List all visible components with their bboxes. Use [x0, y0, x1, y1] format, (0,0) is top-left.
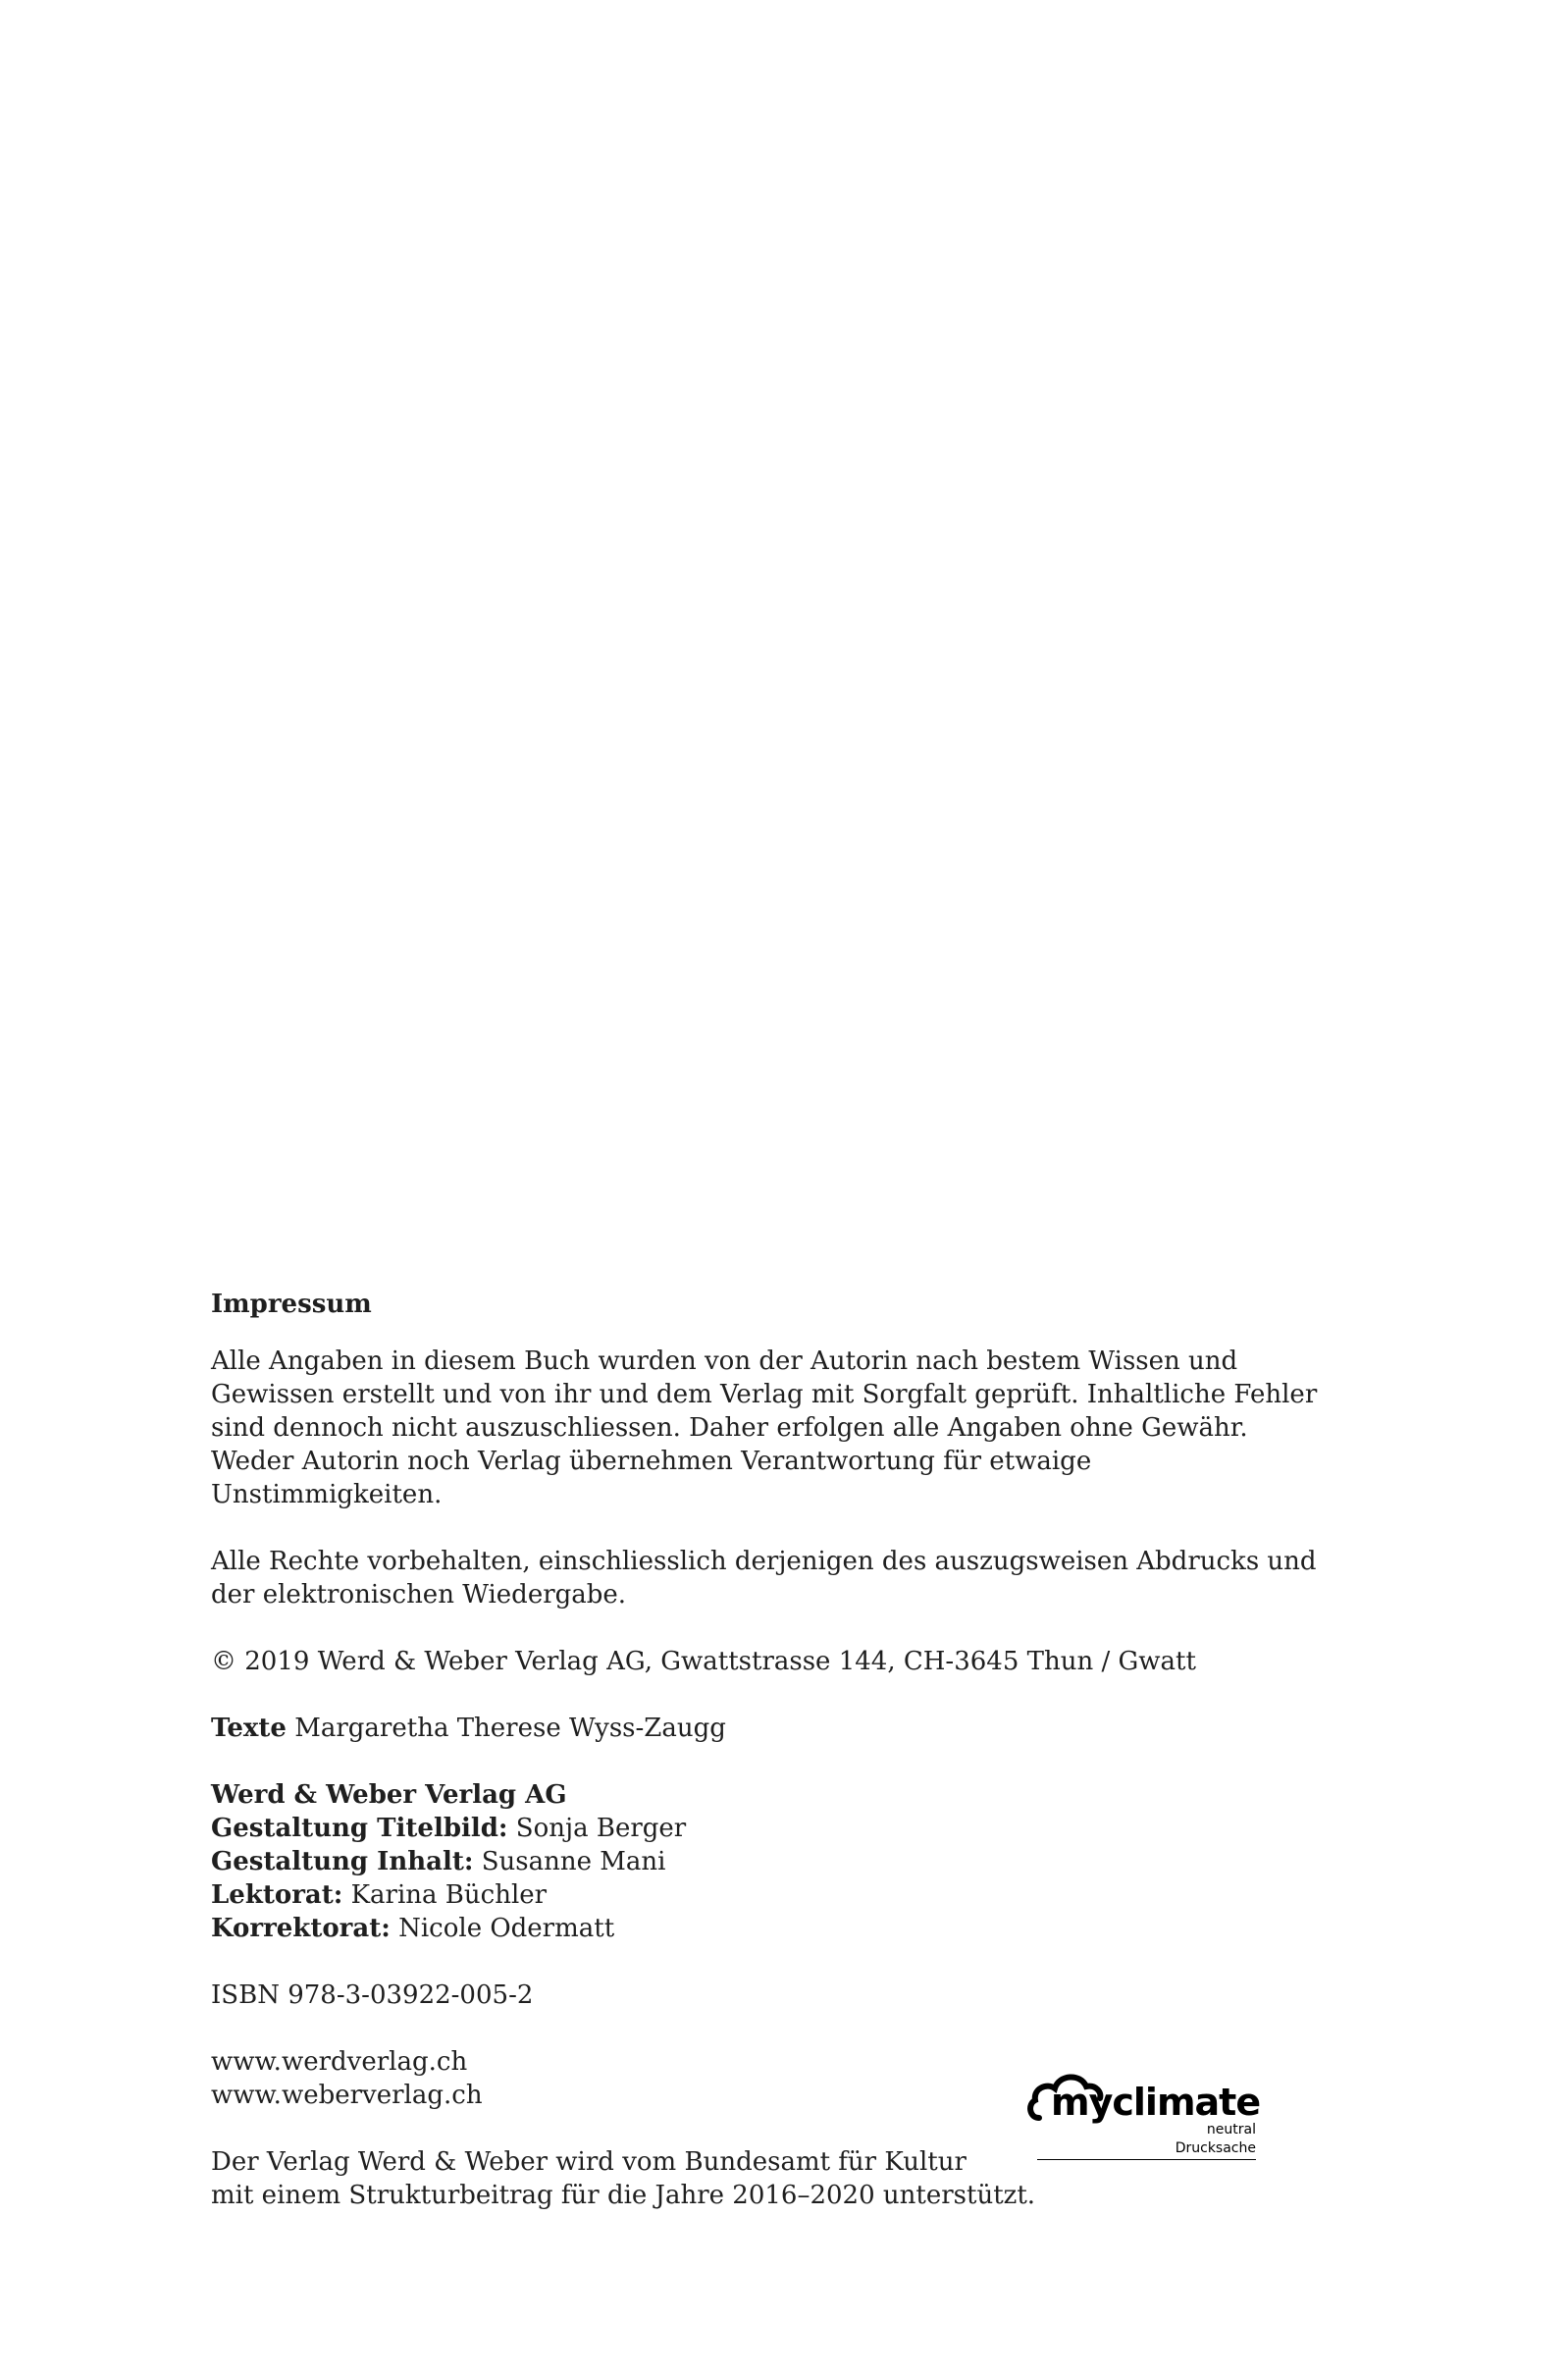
- disclaimer-line-2: Gewissen erstellt und von ihr und dem Verlag mit Sorgfalt geprüft. Inhaltliche Fehler: [211, 1380, 1318, 1409]
- credit-label: Gestaltung Inhalt:: [211, 1847, 474, 1876]
- logo-drucksache: Drucksache: [1175, 2140, 1256, 2156]
- disclaimer-line-4: Weder Autorin noch Verlag übernehmen Verantwortung für etwaige Unstimmigkeiten.: [211, 1447, 1092, 1509]
- credit-label: Lektorat:: [211, 1880, 343, 1910]
- spacer: [211, 1945, 1330, 1979]
- myclimate-logo: [1025, 2063, 1261, 2171]
- spacer: [211, 1745, 1330, 1778]
- support-line-1: Der Verlag Werd & Weber wird vom Bundesamt für Kultur: [211, 2147, 967, 2177]
- publisher-name: Werd & Weber Verlag AG: [211, 1780, 567, 1810]
- credit-line: [211, 1812, 1330, 1845]
- website-link[interactable]: www.werdverlag.ch: [211, 2047, 468, 2077]
- texts-line: [211, 1712, 1330, 1745]
- credit-line: [211, 1878, 1330, 1912]
- spacer: [211, 2012, 1330, 2045]
- logo-rule: [1037, 2159, 1256, 2160]
- spacer: [211, 1678, 1330, 1712]
- disclaimer-line-1: Alle Angaben in diesem Buch wurden von der Autorin nach bestem Wissen und: [211, 1346, 1238, 1376]
- imprint-title: Impressum: [211, 1290, 372, 1319]
- isbn-line: ISBN 978-3-03922-005-2: [211, 1980, 534, 2010]
- logo-wordmark: myclimate: [1051, 2081, 1261, 2124]
- rights-line-1: Alle Rechte vorbehalten, einschliesslich derjenigen des auszugsweisen Abdrucks und: [211, 1547, 1317, 1576]
- spacer: [211, 1511, 1330, 1545]
- copyright-line: © 2019 Werd & Weber Verlag AG, Gwattstrasse 144, CH-3645 Thun / Gwatt: [211, 1647, 1196, 1676]
- website-link[interactable]: www.weberverlag.ch: [211, 2081, 483, 2110]
- logo-neutral: neutral: [1206, 2122, 1256, 2138]
- credit-label: Korrektorat:: [211, 1914, 391, 1943]
- support-line-2: mit einem Strukturbeitrag für die Jahre 2016–2020 unterstützt.: [211, 2181, 1036, 2210]
- credit-value: Karina Büchler: [342, 1880, 548, 1910]
- rights-line-2: der elektronischen Wiedergabe.: [211, 1580, 627, 1610]
- texts-label: Texte: [211, 1714, 287, 1743]
- credit-line: [211, 1845, 1330, 1878]
- texts-value: Margaretha Therese Wyss-Zaugg: [286, 1714, 726, 1743]
- credit-value: Nicole Odermatt: [390, 1914, 615, 1943]
- credit-line: [211, 1912, 1330, 1945]
- spacer: [211, 1611, 1330, 1645]
- credit-value: Sonja Berger: [507, 1814, 687, 1843]
- credit-label: Gestaltung Titelbild:: [211, 1814, 508, 1843]
- disclaimer-line-3: sind dennoch nicht auszuschliessen. Daher erfolgen alle Angaben ohne Gewähr.: [211, 1413, 1248, 1443]
- credit-value: Susanne Mani: [473, 1847, 666, 1876]
